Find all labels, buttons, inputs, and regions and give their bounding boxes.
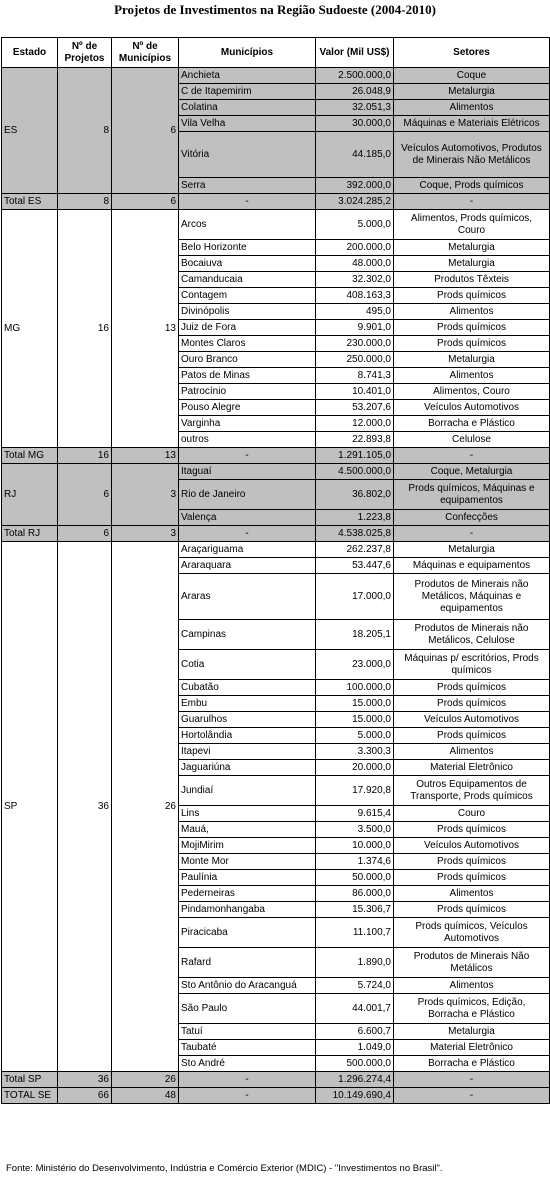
header-valor: Valor (Mil US$)	[316, 38, 394, 68]
municipio-cell: Itaguaí	[179, 464, 316, 480]
total-sector: -	[394, 1088, 550, 1104]
value-cell: 230.000,0	[316, 336, 394, 352]
header-estado: Estado	[2, 38, 58, 68]
value-cell: 3.500,0	[316, 822, 394, 838]
municipio-cell: Ouro Branco	[179, 352, 316, 368]
total-municipalities: 26	[112, 1072, 179, 1088]
sector-cell: Alimentos	[394, 886, 550, 902]
value-cell: 53.207,6	[316, 400, 394, 416]
state-cell: RJ	[2, 464, 58, 526]
value-cell: 18.205,1	[316, 620, 394, 650]
state-cell: ES	[2, 68, 58, 194]
total-municipio: -	[179, 526, 316, 542]
table-row	[2, 542, 550, 558]
value-cell: 10.401,0	[316, 384, 394, 400]
municipio-cell: Tatuí	[179, 1024, 316, 1040]
municipio-cell: Araras	[179, 574, 316, 620]
sector-cell: Borracha e Plástico	[394, 416, 550, 432]
value-cell: 100.000,0	[316, 680, 394, 696]
municipio-cell: Colatina	[179, 100, 316, 116]
municipio-cell: Patos de Minas	[179, 368, 316, 384]
value-cell: 392.000,0	[316, 178, 394, 194]
table-row	[2, 68, 550, 84]
total-projects: 6	[58, 526, 112, 542]
total-row	[2, 1072, 550, 1088]
sector-cell: Prods químicos	[394, 336, 550, 352]
sector-cell: Veículos Automotivos, Produtos de Minerais Não Metálicos	[394, 132, 550, 178]
municipalities-count-cell: 13	[112, 210, 179, 448]
sector-cell: Prods químicos, Máquinas e equipamentos	[394, 480, 550, 510]
total-municipalities: 48	[112, 1088, 179, 1104]
total-value: 1.296.274,4	[316, 1072, 394, 1088]
header-projetos: Nº de Projetos	[58, 38, 112, 68]
municipio-cell: Campinas	[179, 620, 316, 650]
municipio-cell: Contagem	[179, 288, 316, 304]
total-sector: -	[394, 194, 550, 210]
sector-cell: Prods químicos, Edição, Borracha e Plástico	[394, 994, 550, 1024]
header-municipios-count: Nº de Municípios	[112, 38, 179, 68]
value-cell: 22.893,8	[316, 432, 394, 448]
value-cell: 32.051,3	[316, 100, 394, 116]
sector-cell: Alimentos	[394, 978, 550, 994]
total-municipio: -	[179, 194, 316, 210]
grand-total-row	[2, 1088, 550, 1104]
sector-cell: Veículos Automotivos	[394, 712, 550, 728]
municipio-cell: Divinópolis	[179, 304, 316, 320]
sector-cell: Máquinas e Materiais Elétricos	[394, 116, 550, 132]
sector-cell: Confecções	[394, 510, 550, 526]
sector-cell: Celulose	[394, 432, 550, 448]
municipio-cell: Vila Velha	[179, 116, 316, 132]
value-cell: 32.302,0	[316, 272, 394, 288]
total-projects: 36	[58, 1072, 112, 1088]
sector-cell: Couro	[394, 806, 550, 822]
total-label: Total RJ	[2, 526, 58, 542]
total-sector: -	[394, 526, 550, 542]
municipio-cell: Camanducaia	[179, 272, 316, 288]
value-cell: 26.048,9	[316, 84, 394, 100]
value-cell: 495,0	[316, 304, 394, 320]
total-sector: -	[394, 1072, 550, 1088]
sector-cell: Borracha e Plástico	[394, 1056, 550, 1072]
value-cell: 11.100,7	[316, 918, 394, 948]
value-cell: 17.000,0	[316, 574, 394, 620]
sector-cell: Veículos Automotivos	[394, 400, 550, 416]
value-cell: 9.901,0	[316, 320, 394, 336]
total-municipalities: 13	[112, 448, 179, 464]
value-cell: 4.500.000,0	[316, 464, 394, 480]
municipio-cell: Guarulhos	[179, 712, 316, 728]
sector-cell: Metalurgia	[394, 542, 550, 558]
table-row	[2, 210, 550, 240]
projects-cell: 36	[58, 542, 112, 1072]
sector-cell: Alimentos, Couro	[394, 384, 550, 400]
value-cell: 15.306,7	[316, 902, 394, 918]
municipio-cell: Jundiaí	[179, 776, 316, 806]
value-cell: 30.000,0	[316, 116, 394, 132]
table-row	[2, 464, 550, 480]
sector-cell: Produtos Têxteis	[394, 272, 550, 288]
value-cell: 200.000,0	[316, 240, 394, 256]
total-value: 10.149.690,4	[316, 1088, 394, 1104]
page-title: Projetos de Investimentos na Região Sudoeste (2004-2010)	[114, 2, 436, 17]
sector-cell: Produtos de Minerais não Metálicos, Celulose	[394, 620, 550, 650]
sector-cell: Prods químicos, Veículos Automotivos	[394, 918, 550, 948]
total-label: TOTAL SE	[2, 1088, 58, 1104]
sector-cell: Alimentos	[394, 368, 550, 384]
value-cell: 500.000,0	[316, 1056, 394, 1072]
municipio-cell: Serra	[179, 178, 316, 194]
municipio-cell: Pederneiras	[179, 886, 316, 902]
projects-cell: 6	[58, 464, 112, 526]
value-cell: 36.802,0	[316, 480, 394, 510]
value-cell: 262.237,8	[316, 542, 394, 558]
municipalities-count-cell: 6	[112, 68, 179, 194]
municipio-cell: Bocaiuva	[179, 256, 316, 272]
value-cell: 1.223,8	[316, 510, 394, 526]
total-value: 4.538.025,8	[316, 526, 394, 542]
sector-cell: Coque	[394, 68, 550, 84]
sector-cell: Prods químicos	[394, 728, 550, 744]
value-cell: 53.447,6	[316, 558, 394, 574]
total-municipio: -	[179, 448, 316, 464]
municipio-cell: Cotia	[179, 650, 316, 680]
total-municipio: -	[179, 1072, 316, 1088]
value-cell: 12.000,0	[316, 416, 394, 432]
value-cell: 17.920,8	[316, 776, 394, 806]
sector-cell: Prods químicos	[394, 854, 550, 870]
total-municipalities: 6	[112, 194, 179, 210]
total-label: Total MG	[2, 448, 58, 464]
total-label: Total ES	[2, 194, 58, 210]
sector-cell: Produtos de Minerais não Metálicos, Máquinas e equipamentos	[394, 574, 550, 620]
state-cell: MG	[2, 210, 58, 448]
sector-cell: Metalurgia	[394, 240, 550, 256]
value-cell: 44.001,7	[316, 994, 394, 1024]
sector-cell: Coque, Metalurgia	[394, 464, 550, 480]
value-cell: 23.000,0	[316, 650, 394, 680]
total-sector: -	[394, 448, 550, 464]
municipio-cell: Piracicaba	[179, 918, 316, 948]
total-projects: 16	[58, 448, 112, 464]
municipio-cell: Montes Claros	[179, 336, 316, 352]
value-cell: 44.185,0	[316, 132, 394, 178]
sector-cell: Alimentos	[394, 304, 550, 320]
sector-cell: Metalurgia	[394, 256, 550, 272]
sector-cell: Prods químicos	[394, 680, 550, 696]
municipio-cell: Paulínia	[179, 870, 316, 886]
total-row	[2, 448, 550, 464]
value-cell: 9.615,4	[316, 806, 394, 822]
value-cell: 50.000,0	[316, 870, 394, 886]
sector-cell: Produtos de Minerais Não Metálicos	[394, 948, 550, 978]
municipio-cell: São Paulo	[179, 994, 316, 1024]
total-municipio: -	[179, 1088, 316, 1104]
municipio-cell: Vitória	[179, 132, 316, 178]
value-cell: 5.000,0	[316, 728, 394, 744]
total-projects: 66	[58, 1088, 112, 1104]
value-cell: 10.000,0	[316, 838, 394, 854]
sector-cell: Prods químicos	[394, 320, 550, 336]
municipio-cell: Embu	[179, 696, 316, 712]
sector-cell: Alimentos	[394, 100, 550, 116]
sector-cell: Prods químicos	[394, 288, 550, 304]
value-cell: 408.163,3	[316, 288, 394, 304]
municipio-cell: Lins	[179, 806, 316, 822]
municipio-cell: C de Itapemirim	[179, 84, 316, 100]
value-cell: 5.000,0	[316, 210, 394, 240]
total-row	[2, 194, 550, 210]
total-municipalities: 3	[112, 526, 179, 542]
sector-cell: Máquinas e equipamentos	[394, 558, 550, 574]
state-cell: SP	[2, 542, 58, 1072]
municipio-cell: Juiz de Fora	[179, 320, 316, 336]
header-setores: Setores	[394, 38, 550, 68]
value-cell: 2.500.000,0	[316, 68, 394, 84]
municipio-cell: outros	[179, 432, 316, 448]
value-cell: 1.890,0	[316, 948, 394, 978]
value-cell: 20.000,0	[316, 760, 394, 776]
value-cell: 5.724,0	[316, 978, 394, 994]
table-body	[2, 68, 550, 1104]
municipio-cell: Pouso Alegre	[179, 400, 316, 416]
projects-cell: 8	[58, 68, 112, 194]
sector-cell: Material Eletrônico	[394, 1040, 550, 1056]
value-cell: 86.000,0	[316, 886, 394, 902]
source-note: Fonte: Ministério do Desenvolvimento, Indústria e Comércio Exterior (MDIC) - "Investimentos no Brasil".	[6, 1163, 443, 1174]
total-label: Total SP	[2, 1072, 58, 1088]
municipio-cell: Cubatão	[179, 680, 316, 696]
municipio-cell: Monte Mor	[179, 854, 316, 870]
investments-table	[1, 37, 550, 1104]
municipio-cell: Rio de Janeiro	[179, 480, 316, 510]
sector-cell: Veículos Automotivos	[394, 838, 550, 854]
sector-cell: Prods químicos	[394, 870, 550, 886]
municipio-cell: Arcos	[179, 210, 316, 240]
sector-cell: Prods químicos	[394, 696, 550, 712]
total-projects: 8	[58, 194, 112, 210]
municipio-cell: Sto Antônio do Aracanguá	[179, 978, 316, 994]
value-cell: 48.000,0	[316, 256, 394, 272]
municipio-cell: Varginha	[179, 416, 316, 432]
value-cell: 15.000,0	[316, 712, 394, 728]
municipio-cell: MojiMirim	[179, 838, 316, 854]
municipio-cell: Pindamonhangaba	[179, 902, 316, 918]
value-cell: 15.000,0	[316, 696, 394, 712]
municipio-cell: Rafard	[179, 948, 316, 978]
header-municipios: Municípios	[179, 38, 316, 68]
municipio-cell: Patrocínio	[179, 384, 316, 400]
municipio-cell: Hortolândia	[179, 728, 316, 744]
municipio-cell: Sto André	[179, 1056, 316, 1072]
projects-cell: 16	[58, 210, 112, 448]
sector-cell: Metalurgia	[394, 1024, 550, 1040]
sector-cell: Metalurgia	[394, 84, 550, 100]
sector-cell: Outros Equipamentos de Transporte, Prods químicos	[394, 776, 550, 806]
sector-cell: Material Eletrônico	[394, 760, 550, 776]
value-cell: 1.049,0	[316, 1040, 394, 1056]
municipalities-count-cell: 26	[112, 542, 179, 1072]
municipio-cell: Belo Horizonte	[179, 240, 316, 256]
value-cell: 8.741,3	[316, 368, 394, 384]
municipio-cell: Taubaté	[179, 1040, 316, 1056]
municipio-cell: Araraquara	[179, 558, 316, 574]
sector-cell: Coque, Prods químicos	[394, 178, 550, 194]
municipio-cell: Valença	[179, 510, 316, 526]
header-row	[2, 38, 550, 68]
municipio-cell: Anchieta	[179, 68, 316, 84]
municipio-cell: Itapevi	[179, 744, 316, 760]
total-value: 3.024.285,2	[316, 194, 394, 210]
value-cell: 1.374,6	[316, 854, 394, 870]
municipalities-count-cell: 3	[112, 464, 179, 526]
municipio-cell: Mauá,	[179, 822, 316, 838]
sector-cell: Alimentos	[394, 744, 550, 760]
municipio-cell: Jaguariúna	[179, 760, 316, 776]
value-cell: 3.300,3	[316, 744, 394, 760]
sector-cell: Máquinas p/ escritórios, Prods químicos	[394, 650, 550, 680]
municipio-cell: Araçariguama	[179, 542, 316, 558]
value-cell: 6.600,7	[316, 1024, 394, 1040]
value-cell: 250.000,0	[316, 352, 394, 368]
sector-cell: Alimentos, Prods químicos, Couro	[394, 210, 550, 240]
total-row	[2, 526, 550, 542]
sector-cell: Metalurgia	[394, 352, 550, 368]
total-value: 1.291.105,0	[316, 448, 394, 464]
sector-cell: Prods químicos	[394, 822, 550, 838]
sector-cell: Prods químicos	[394, 902, 550, 918]
